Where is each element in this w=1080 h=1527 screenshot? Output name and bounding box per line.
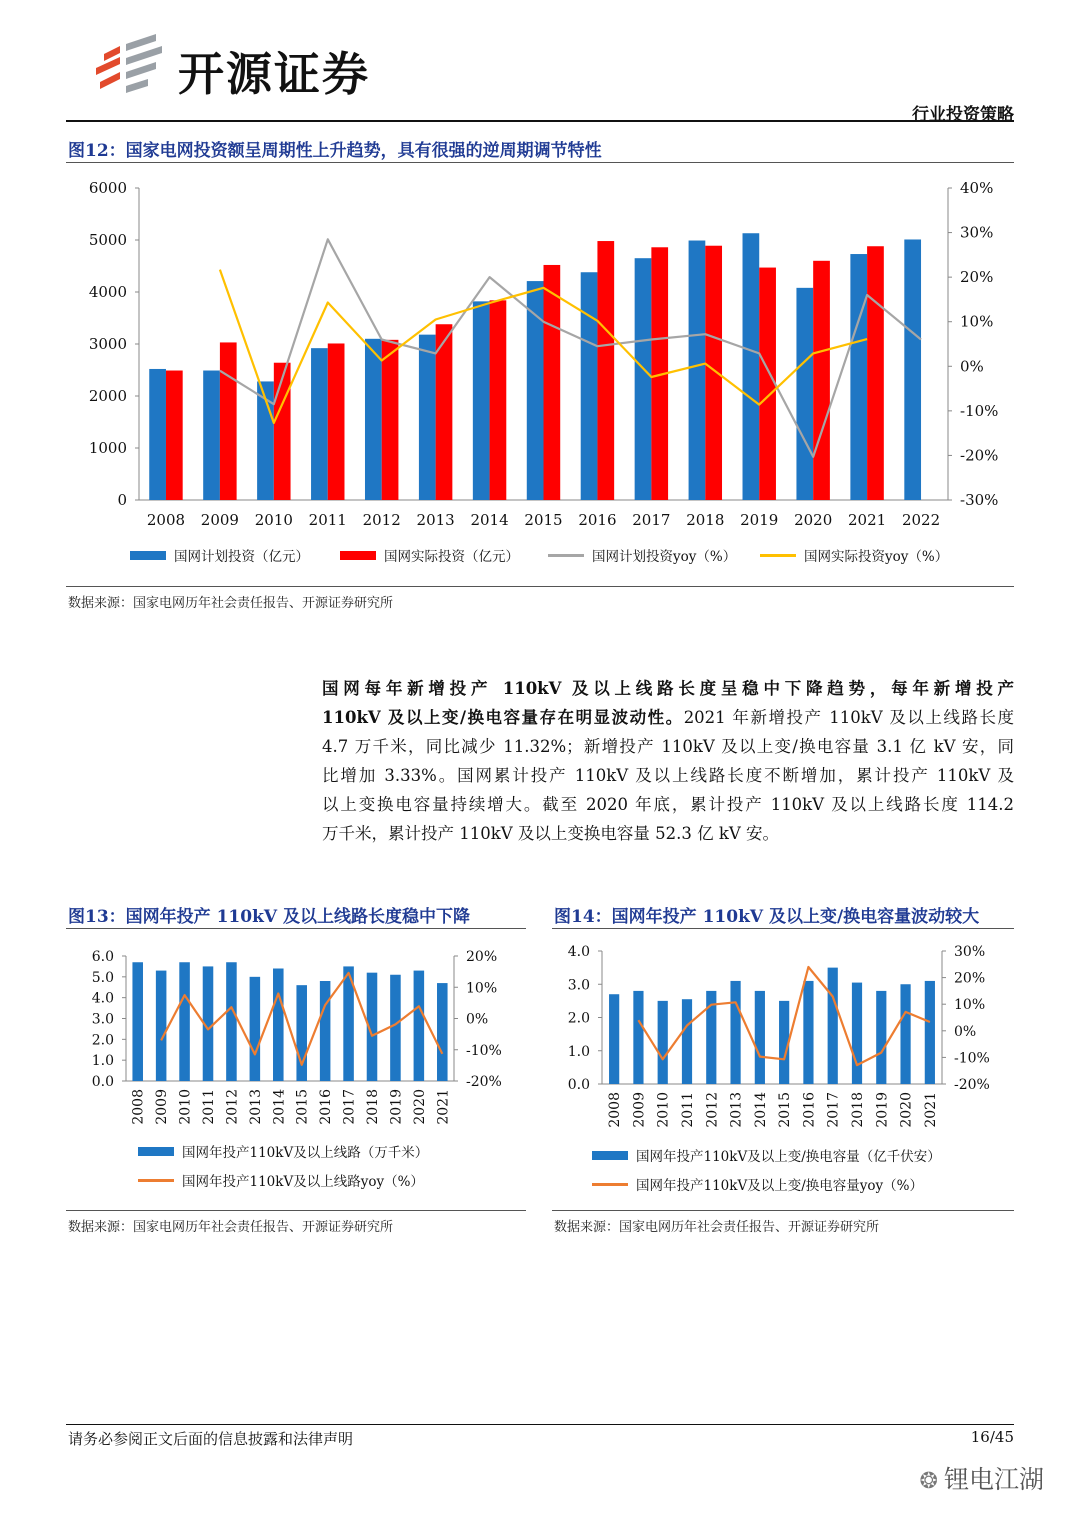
bar [365,339,382,500]
bar [414,971,425,1081]
paragraph-bold-text: 110kV 及以上变/换电容量存在明显波动性。 [322,708,684,727]
x-tick-label: 2014 [271,1089,288,1125]
legend-item [130,545,309,565]
bar [473,301,490,500]
x-tick-label: 2012 [704,1092,721,1128]
bar [867,246,884,500]
x-tick-label: 2018 [850,1092,866,1128]
wechat-icon: ❂ [919,1469,938,1494]
y2-tick-label: 40% [960,179,994,197]
x-tick-label: 2009 [154,1089,171,1125]
legend-label: 国网计划投资yoy（%） [592,549,737,565]
bar [635,258,652,500]
x-tick-label: 2015 [294,1089,311,1125]
fig12-label: 图12： [68,141,126,161]
paragraph-text: 比增加 3.33%。国网累计投产 110kV 及以上线路长度不断增加，累计投产 110kV 及 [322,766,1014,785]
bar [689,241,706,500]
footer-divider [66,1424,1014,1425]
y-tick-label: 2.0 [567,1010,590,1027]
legend-line-swatch [592,1183,628,1186]
legend-line-swatch [548,554,584,557]
fig13-bottom-rule [66,1210,526,1211]
fig13-source: 数据来源：国家电网历年社会责任报告、开源证券研究所 [68,1220,394,1235]
legend-bar-swatch [340,551,376,560]
brand-logo-mark [90,34,170,96]
fig14-chart [552,932,1014,1132]
footer-disclaimer: 请务必参阅正文后面的信息披露和法律声明 [68,1430,354,1448]
y2-tick-label: -30% [960,491,999,509]
paragraph-line [322,819,1014,848]
y2-tick-label: 10% [466,980,498,997]
legend-line-swatch [138,1179,174,1182]
y-tick-label: 0.0 [91,1074,114,1090]
y-tick-label: 2000 [88,387,127,405]
bar [609,994,619,1084]
bar [743,233,760,500]
y2-tick-label: -20% [954,1077,990,1093]
bar [320,981,331,1081]
bar [796,288,813,500]
watermark-text: 锂电江湖 [943,1465,1044,1494]
bar [852,983,862,1084]
bar [203,371,220,500]
bar [437,983,448,1081]
x-tick-label: 2021 [848,511,887,529]
y-tick-label: 3.0 [91,1011,114,1028]
x-tick-label: 2012 [362,511,401,529]
x-tick-label: 2016 [318,1089,335,1125]
y2-tick-label: -10% [960,401,999,420]
bar [149,369,166,500]
x-tick-label: 2011 [680,1092,696,1128]
bar [925,981,935,1084]
bar [156,971,167,1081]
y-tick-label: 6000 [88,179,127,197]
x-tick-label: 2016 [801,1092,818,1128]
bar [581,272,598,500]
paragraph-text: 以上变换电容量持续增大。截至 2020 年底，累计投产 110kV 及以上线路长度 114.2 [322,795,1014,814]
bar [179,962,190,1081]
legend-item [548,545,736,565]
bar [597,241,614,500]
legend-label: 国网年投产110kV及以上变/换电容量yoy（%） [636,1178,923,1194]
bar [274,363,291,500]
x-tick-label: 2018 [365,1089,381,1125]
bar [658,1001,668,1084]
x-tick-label: 2020 [794,511,833,529]
y-tick-label: 0.0 [567,1077,590,1093]
bar [813,261,830,500]
bar [876,991,886,1084]
bar [803,981,813,1084]
legend-label: 国网年投产110kV及以上变/换电容量（亿千伏安） [636,1149,941,1165]
fig12-source: 数据来源：国家电网历年社会责任报告、开源证券研究所 [68,596,394,611]
y2-tick-label: -10% [954,1050,990,1067]
bar [730,981,740,1084]
x-tick-label: 2011 [201,1089,217,1125]
x-tick-label: 2008 [607,1092,624,1128]
bar [382,340,399,500]
bar [544,265,561,500]
body-paragraph [322,674,1014,848]
fig14-bottom-rule [552,1210,1014,1211]
x-tick-label: 2019 [388,1089,405,1125]
x-tick-label: 2017 [341,1089,358,1125]
x-tick-label: 2021 [922,1092,939,1128]
y2-tick-label: 10% [954,997,986,1014]
y2-tick-label: 20% [954,970,986,987]
legend-item [760,545,948,565]
paragraph-line [322,790,1014,819]
y2-tick-label: 30% [954,944,986,960]
fig14-label: 图14： [554,907,612,927]
legend-item [592,1174,923,1194]
bar [166,371,183,500]
y-tick-label: 0 [117,491,127,509]
y2-tick-label: -20% [960,446,999,465]
legend-label: 国网实际投资yoy（%） [804,549,949,565]
x-tick-label: 2015 [777,1092,794,1128]
fig13-label: 图13： [68,907,126,927]
fig13-title-text: 国网年投产 110kV 及以上线路长度稳中下降 [125,907,470,927]
legend-item [340,545,519,565]
y-tick-label: 1000 [88,439,127,457]
x-tick-label: 2021 [435,1089,452,1125]
fig14-title-text: 国网年投产 110kV 及以上变/换电容量波动较大 [611,907,980,927]
bar [900,984,910,1084]
legend-item [138,1170,424,1190]
bar [273,969,284,1082]
y2-tick-label: 0% [954,1023,977,1040]
watermark [920,1460,1044,1496]
fig13-title-rule [66,928,526,929]
y-tick-label: 3.0 [567,977,590,994]
x-tick-label: 2008 [146,511,186,529]
y2-tick-label: 10% [960,312,994,331]
legend-label: 国网年投产110kV及以上线路yoy（%） [182,1174,424,1190]
section-title: 行业投资策略 [912,105,1014,125]
header-divider [66,120,1014,122]
fig14-title-rule [552,928,1014,929]
fig13-title [68,902,470,927]
x-tick-label: 2013 [728,1092,745,1128]
y-tick-label: 4.0 [91,990,114,1007]
fig12-title-rule [66,162,1014,163]
y2-tick-label: 20% [960,268,994,287]
bar [705,246,722,500]
x-tick-label: 2020 [898,1092,915,1128]
legend-item [138,1141,428,1161]
legend-item [592,1145,941,1165]
paragraph-bold-text: 国网每年新增投产 110kV 及以上线路长度呈稳中下降趋势，每年新增投产 [322,679,1014,698]
legend-bar-swatch [138,1147,174,1156]
x-tick-label: 2009 [200,511,239,529]
bar [296,985,307,1081]
paragraph-line [322,732,1014,761]
y2-tick-label: -10% [466,1042,502,1059]
y2-tick-label: 0% [960,357,984,376]
legend-bar-swatch [130,551,166,560]
x-tick-label: 2014 [752,1092,769,1128]
x-tick-label: 2022 [901,511,941,529]
y-tick-label: 4000 [88,283,127,301]
bar [220,342,237,500]
legend-bar-swatch [592,1151,628,1160]
bar [633,991,643,1084]
y-tick-label: 1.0 [91,1053,114,1070]
y-tick-label: 5.0 [91,969,114,986]
bar [250,977,261,1081]
x-tick-label: 2017 [632,511,671,529]
y2-tick-label: 0% [466,1011,489,1028]
x-tick-label: 2009 [631,1092,648,1128]
bar [682,999,692,1084]
bar [759,268,776,500]
paragraph-line [322,674,1014,703]
y-tick-label: 4.0 [567,944,590,960]
bar [828,968,838,1084]
x-tick-label: 2017 [825,1092,842,1128]
page-number: 16/45 [970,1428,1014,1446]
bar [904,239,921,500]
bar [850,254,867,500]
y-tick-label: 2.0 [91,1032,114,1049]
y-tick-label: 3000 [88,335,127,353]
y-tick-label: 6.0 [91,949,114,965]
y-tick-label: 1.0 [567,1043,590,1060]
fig12-bottom-rule [66,586,1014,587]
bar [226,962,237,1081]
x-tick-label: 2018 [686,511,725,529]
x-tick-label: 2019 [740,511,779,529]
fig12-title [68,136,602,161]
x-tick-label: 2008 [130,1089,147,1125]
x-tick-label: 2014 [470,511,509,529]
x-tick-label: 2010 [177,1089,194,1125]
y2-tick-label: 20% [466,949,498,965]
fig14-title [554,902,979,927]
y2-tick-label: 30% [960,223,994,242]
x-tick-label: 2020 [411,1089,428,1125]
x-tick-label: 2013 [416,511,455,529]
x-tick-label: 2011 [308,511,347,529]
x-tick-label: 2012 [224,1089,241,1125]
paragraph-line [322,761,1014,790]
bar [490,300,507,500]
paragraph-text: 4.7 万千米，同比减少 11.32%；新增投产 110kV 及以上变/换电容量 3.1 亿 kV 安，同 [322,737,1014,756]
x-tick-label: 2019 [874,1092,891,1128]
x-tick-label: 2010 [655,1092,672,1128]
y2-tick-label: -20% [466,1074,502,1090]
legend-line-swatch [760,554,796,557]
legend-label: 国网计划投资（亿元） [174,549,309,565]
paragraph-line [322,703,1014,732]
x-tick-label: 2016 [578,511,617,529]
bar [311,348,328,500]
fig13-chart [66,932,526,1132]
bar [419,335,436,500]
bar [328,343,345,500]
bar [132,962,143,1081]
bar [390,975,401,1081]
fig14-source: 数据来源：国家电网历年社会责任报告、开源证券研究所 [554,1220,880,1235]
y-tick-label: 5000 [88,231,127,249]
brand-name: 开源证券 [178,47,370,101]
legend-label: 国网实际投资（亿元） [384,549,519,565]
paragraph-text: 2021 年新增投产 110kV 及以上线路长度 [683,708,1014,727]
legend-label: 国网年投产110kV及以上线路（万千米） [182,1145,429,1161]
fig12-chart [66,166,1014,542]
paragraph-text: 万千米，累计投产 110kV 及以上变换电容量 52.3 亿 kV 安。 [322,824,780,843]
x-tick-label: 2015 [524,511,563,529]
x-tick-label: 2013 [247,1089,264,1125]
bar [755,991,765,1084]
x-tick-label: 2010 [254,511,293,529]
fig12-title-text: 国家电网投资额呈周期性上升趋势，具有很强的逆周期调节特性 [125,141,602,161]
